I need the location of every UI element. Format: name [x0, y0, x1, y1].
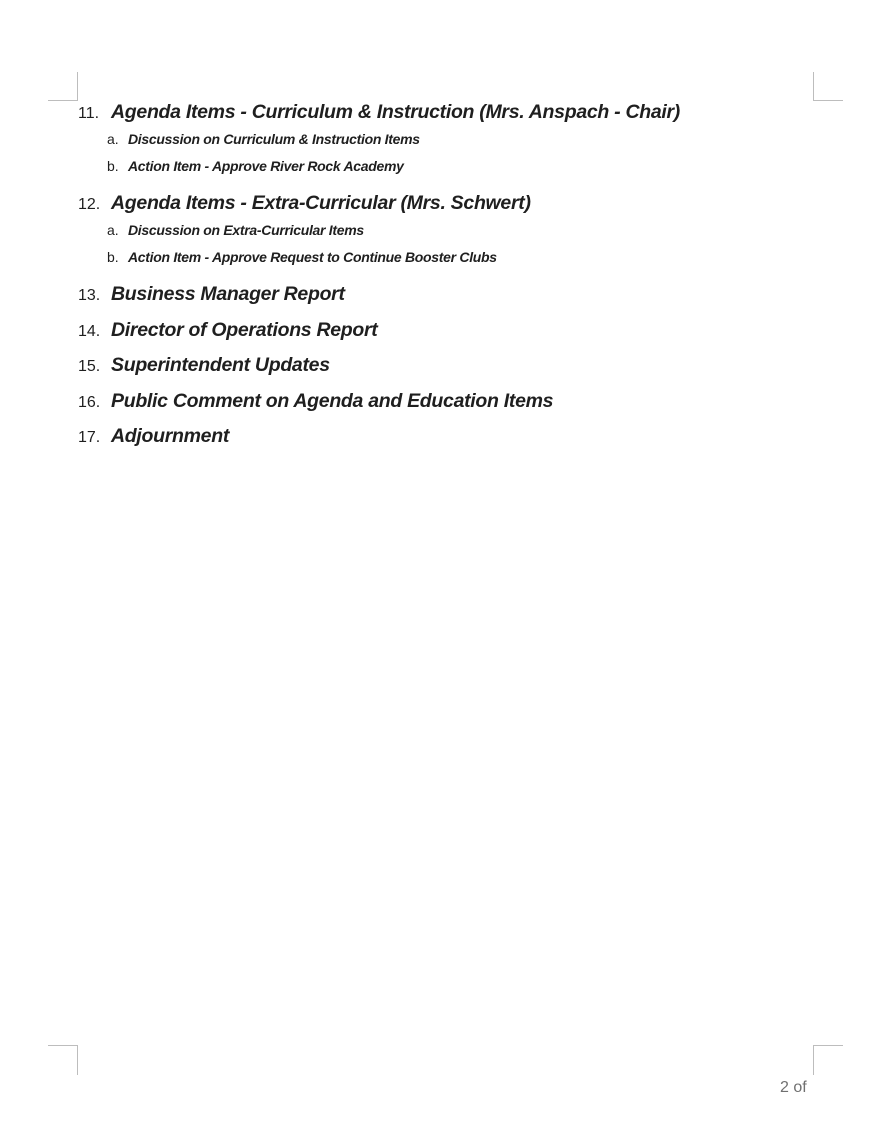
sub-item	[107, 222, 808, 249]
sub-item	[107, 158, 808, 185]
agenda-group-12	[78, 192, 808, 276]
item-number: 12.	[78, 196, 101, 213]
agenda-item	[78, 390, 808, 426]
item-number: 13.	[78, 287, 101, 304]
crop-mark-bottom-left	[48, 1045, 78, 1075]
sub-item-letter: b.	[107, 249, 119, 265]
sub-item-list	[107, 131, 808, 185]
agenda-group-11	[78, 101, 808, 185]
item-title: Director of Operations Report	[111, 318, 378, 341]
sub-item-letter: b.	[107, 158, 119, 174]
sub-item-list	[107, 222, 808, 276]
sub-item-text: Discussion on Extra-Curricular Items	[128, 222, 364, 238]
item-number: 17.	[78, 429, 101, 446]
item-number: 11.	[78, 105, 100, 122]
crop-mark-top-left	[48, 72, 78, 101]
item-title: Agenda Items - Curriculum & Instruction (Mrs. Anspach - Chair)	[111, 101, 680, 123]
sub-item-text: Action Item - Approve River Rock Academy	[128, 158, 404, 174]
item-title: Adjournment	[111, 425, 230, 447]
item-number: 15.	[78, 358, 101, 375]
agenda-item	[78, 192, 808, 222]
agenda-list	[78, 101, 808, 461]
sub-item-letter: a.	[107, 222, 119, 238]
agenda-item	[78, 101, 808, 131]
sub-item	[107, 249, 808, 276]
crop-mark-top-right	[813, 72, 843, 101]
agenda-item	[78, 354, 808, 390]
item-title: Agenda Items - Extra-Curricular (Mrs. Schwert)	[111, 192, 531, 214]
sub-item-letter: a.	[107, 131, 119, 147]
agenda-item	[78, 319, 808, 355]
sub-item-text: Action Item - Approve Request to Continue Booster Clubs	[128, 249, 497, 265]
sub-item-text: Discussion on Curriculum & Instruction Items	[128, 131, 420, 147]
item-number: 16.	[78, 393, 101, 411]
item-title: Superintendent Updates	[111, 354, 330, 376]
item-title: Business Manager Report	[111, 283, 345, 305]
crop-mark-bottom-right	[813, 1045, 843, 1075]
agenda-item	[78, 425, 808, 461]
sub-item	[107, 131, 808, 158]
item-title: Public Comment on Agenda and Education Items	[111, 389, 554, 412]
item-number: 14.	[78, 322, 101, 340]
agenda-item	[78, 283, 808, 319]
page-number: 2 of	[780, 1079, 807, 1096]
